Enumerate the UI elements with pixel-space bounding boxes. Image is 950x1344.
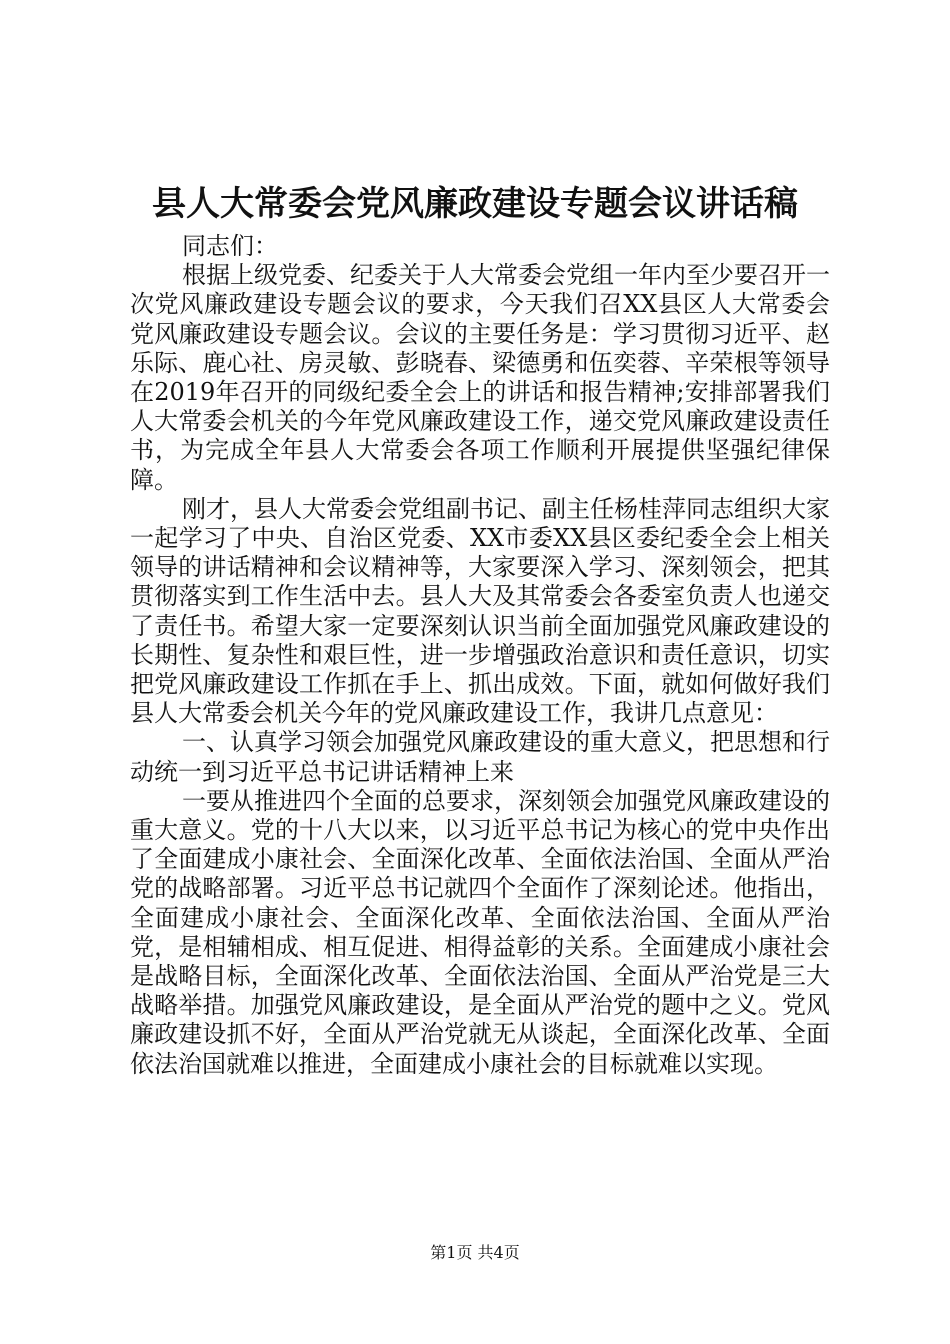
document-title: 县人大常委会党风廉政建设专题会议讲话稿 [152,184,798,224]
document-body [130,232,830,1079]
paragraph-salutation: 同志们： [182,232,278,260]
paragraph-meeting-purpose: 根据上级党委、纪委关于人大常委会党组一年内至少要召开一次党风廉政建设专题会议的要求，今天我们召XX县区人大常委会党风廉政建设专题会议。会议的主要任务是：学习贯彻习近平、赵乐际、鹿心社、房灵敏、彭晓春、梁德勇和伍奕蓉、辛荣根等领导在2019年召开的同级纪委全会上的讲话和报告精神;安排部署我们人大常委会机关的今年党风廉政建设工作，递交党风廉政建设责任书，为完成全年县人大常委会各项工作顺利开展提供坚强纪律保障。 [130,261,830,494]
section-heading-one: 一、认真学习领会加强党风廉政建设的重大意义，把思想和行动统一到习近平总书记讲话精神上来 [130,728,830,786]
paragraph-study-summary: 刚才，县人大常委会党组副书记、副主任杨桂萍同志组织大家一起学习了中央、自治区党委、XX市委XX县区委纪委全会上相关领导的讲话精神和会议精神等，大家要深入学习、深刻领会，把其贯彻落实到工作生活中去。县人大及其常委会各委室负责人也递交了责任书。希望大家一定要深刻认识当前全面加强党风廉政建设的长期性、复杂性和艰巨性，进一步增强政治意识和责任意识，切实把党风廉政建设工作抓在手上、抓出成效。下面，就如何做好我们县人大常委会机关今年的党风廉政建设工作，我讲几点意见： [130,494,830,728]
page-footer: 第1页 共4页 [430,1243,520,1262]
paragraph-four-comprehensives: 一要从推进四个全面的总要求，深刻领会加强党风廉政建设的重大意义。党的十八大以来，以习近平总书记为核心的党中央作出了全面建成小康社会、全面深化改革、全面依法治国、全面从严治党的战略部署。习近平总书记就四个全面作了深刻论述。他指出，全面建成小康社会、全面深化改革、全面依法治国、全面从严治党，是相辅相成、相互促进、相得益彰的关系。全面建成小康社会是战略目标，全面深化改革、全面依法治国、全面从严治党是三大战略举措。加强党风廉政建设，是全面从严治党的题中之义。党风廉政建设抓不好，全面从严治党就无从谈起，全面深化改革、全面依法治国就难以推进，全面建成小康社会的目标就难以实现。 [130,786,830,1078]
